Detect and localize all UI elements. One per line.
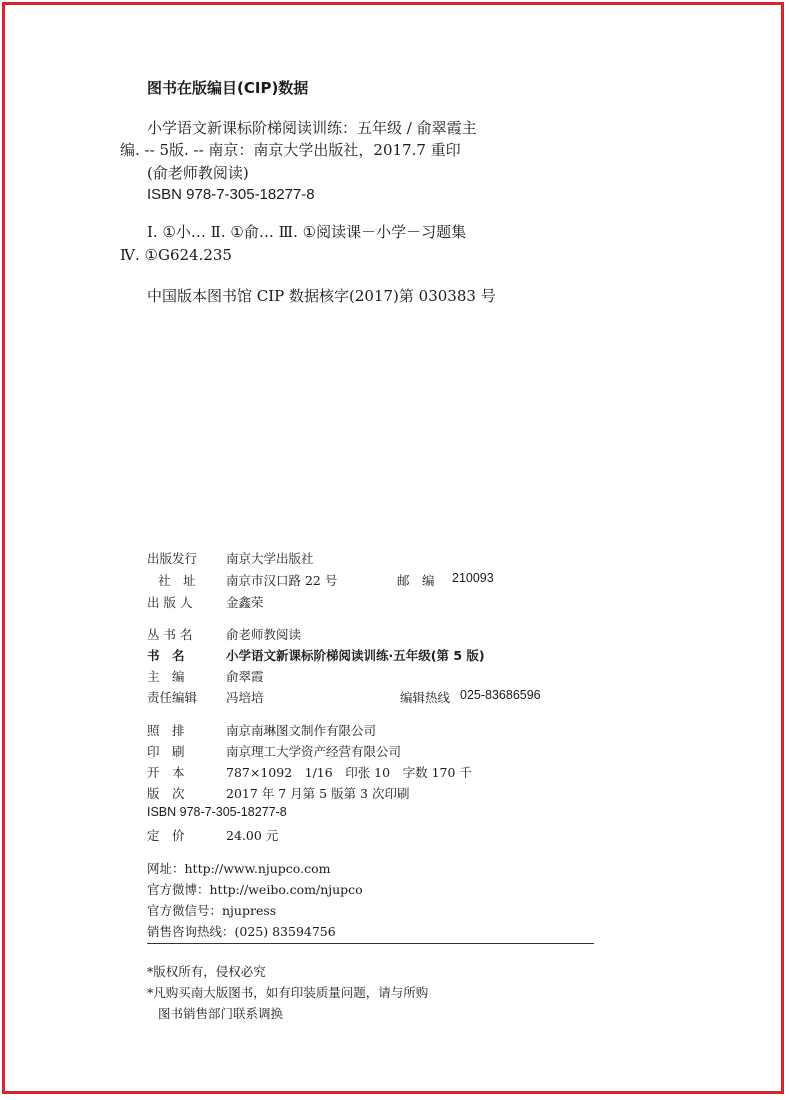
cip-record-number: 中国版本图书馆 CIP 数据核字(2017)第 030383 号 [147,287,496,305]
cip-classification: Ⅰ. ①小… Ⅱ. ①俞… Ⅲ. ①阅读课－小学－习题集 [147,223,467,241]
sales-hotline-line: 销售咨询热线：(025) 83594756 [147,924,336,939]
editor-label: 主 编 [147,669,185,684]
publisher-label: 出版发行 [147,551,198,566]
publisher-person-value: 金鑫荣 [226,595,264,610]
price-label: 定 价 [147,828,185,843]
typeset-label: 照 排 [147,723,185,738]
cip-line-1: 小学语文新课标阶梯阅读训练：五年级 / 俞翠霞主 [147,119,477,137]
series-value: 俞老师教阅读 [226,627,302,642]
divider-line [147,943,594,944]
publisher-value: 南京大学出版社 [226,551,314,566]
quality-note: *凡购买南大版图书，如有印装质量问题，请与所购 [147,985,429,1000]
colophon-isbn: ISBN 978-7-305-18277-8 [147,805,287,819]
price-value: 24.00 元 [226,828,279,843]
printer-value: 南京理工大学资产经营有限公司 [226,744,402,759]
cip-line-3: (俞老师教阅读) [147,164,249,182]
printer-label: 印 刷 [147,744,185,759]
book-title-label: 书 名 [147,648,185,663]
address-label: 社 址 [158,573,196,588]
typeset-value: 南京南琳图文制作有限公司 [226,723,377,738]
website-line: 网址：http://www.njupco.com [147,861,331,876]
publisher-person-label: 出 版 人 [147,595,193,610]
weibo-line: 官方微博：http://weibo.com/njupco [147,882,363,897]
cip-class-number: Ⅳ. ①G624.235 [120,246,232,264]
cip-line-2: 编. -- 5版. -- 南京：南京大学出版社，2017.7 重印 [120,141,461,159]
book-title-value: 小学语文新课标阶梯阅读训练·五年级(第 5 版) [226,648,485,663]
format-value: 787×1092 1/16 印张 10 字数 170 千 [226,765,472,780]
format-label: 开 本 [147,765,185,780]
cip-isbn: ISBN 978-7-305-18277-8 [147,186,315,203]
editor-hotline-label: 编辑热线 [400,690,451,705]
responsible-editor-value: 冯培培 [226,690,264,705]
postcode-value: 210093 [452,571,494,585]
page-border [2,2,784,1094]
copyright-note: *版权所有，侵权必究 [147,964,266,979]
series-label: 丛 书 名 [147,627,193,642]
responsible-editor-label: 责任编辑 [147,690,198,705]
editor-value: 俞翠霞 [226,669,264,684]
postcode-label: 邮 编 [397,573,435,588]
quality-note-continued: 图书销售部门联系调换 [158,1006,284,1021]
address-value: 南京市汉口路 22 号 [226,573,338,588]
editor-hotline-value: 025-83686596 [460,688,541,702]
cip-title: 图书在版编目(CIP)数据 [147,79,309,97]
wechat-line: 官方微信号：njupress [147,903,277,918]
edition-value: 2017 年 7 月第 5 版第 3 次印刷 [226,786,410,801]
edition-label: 版 次 [147,786,185,801]
